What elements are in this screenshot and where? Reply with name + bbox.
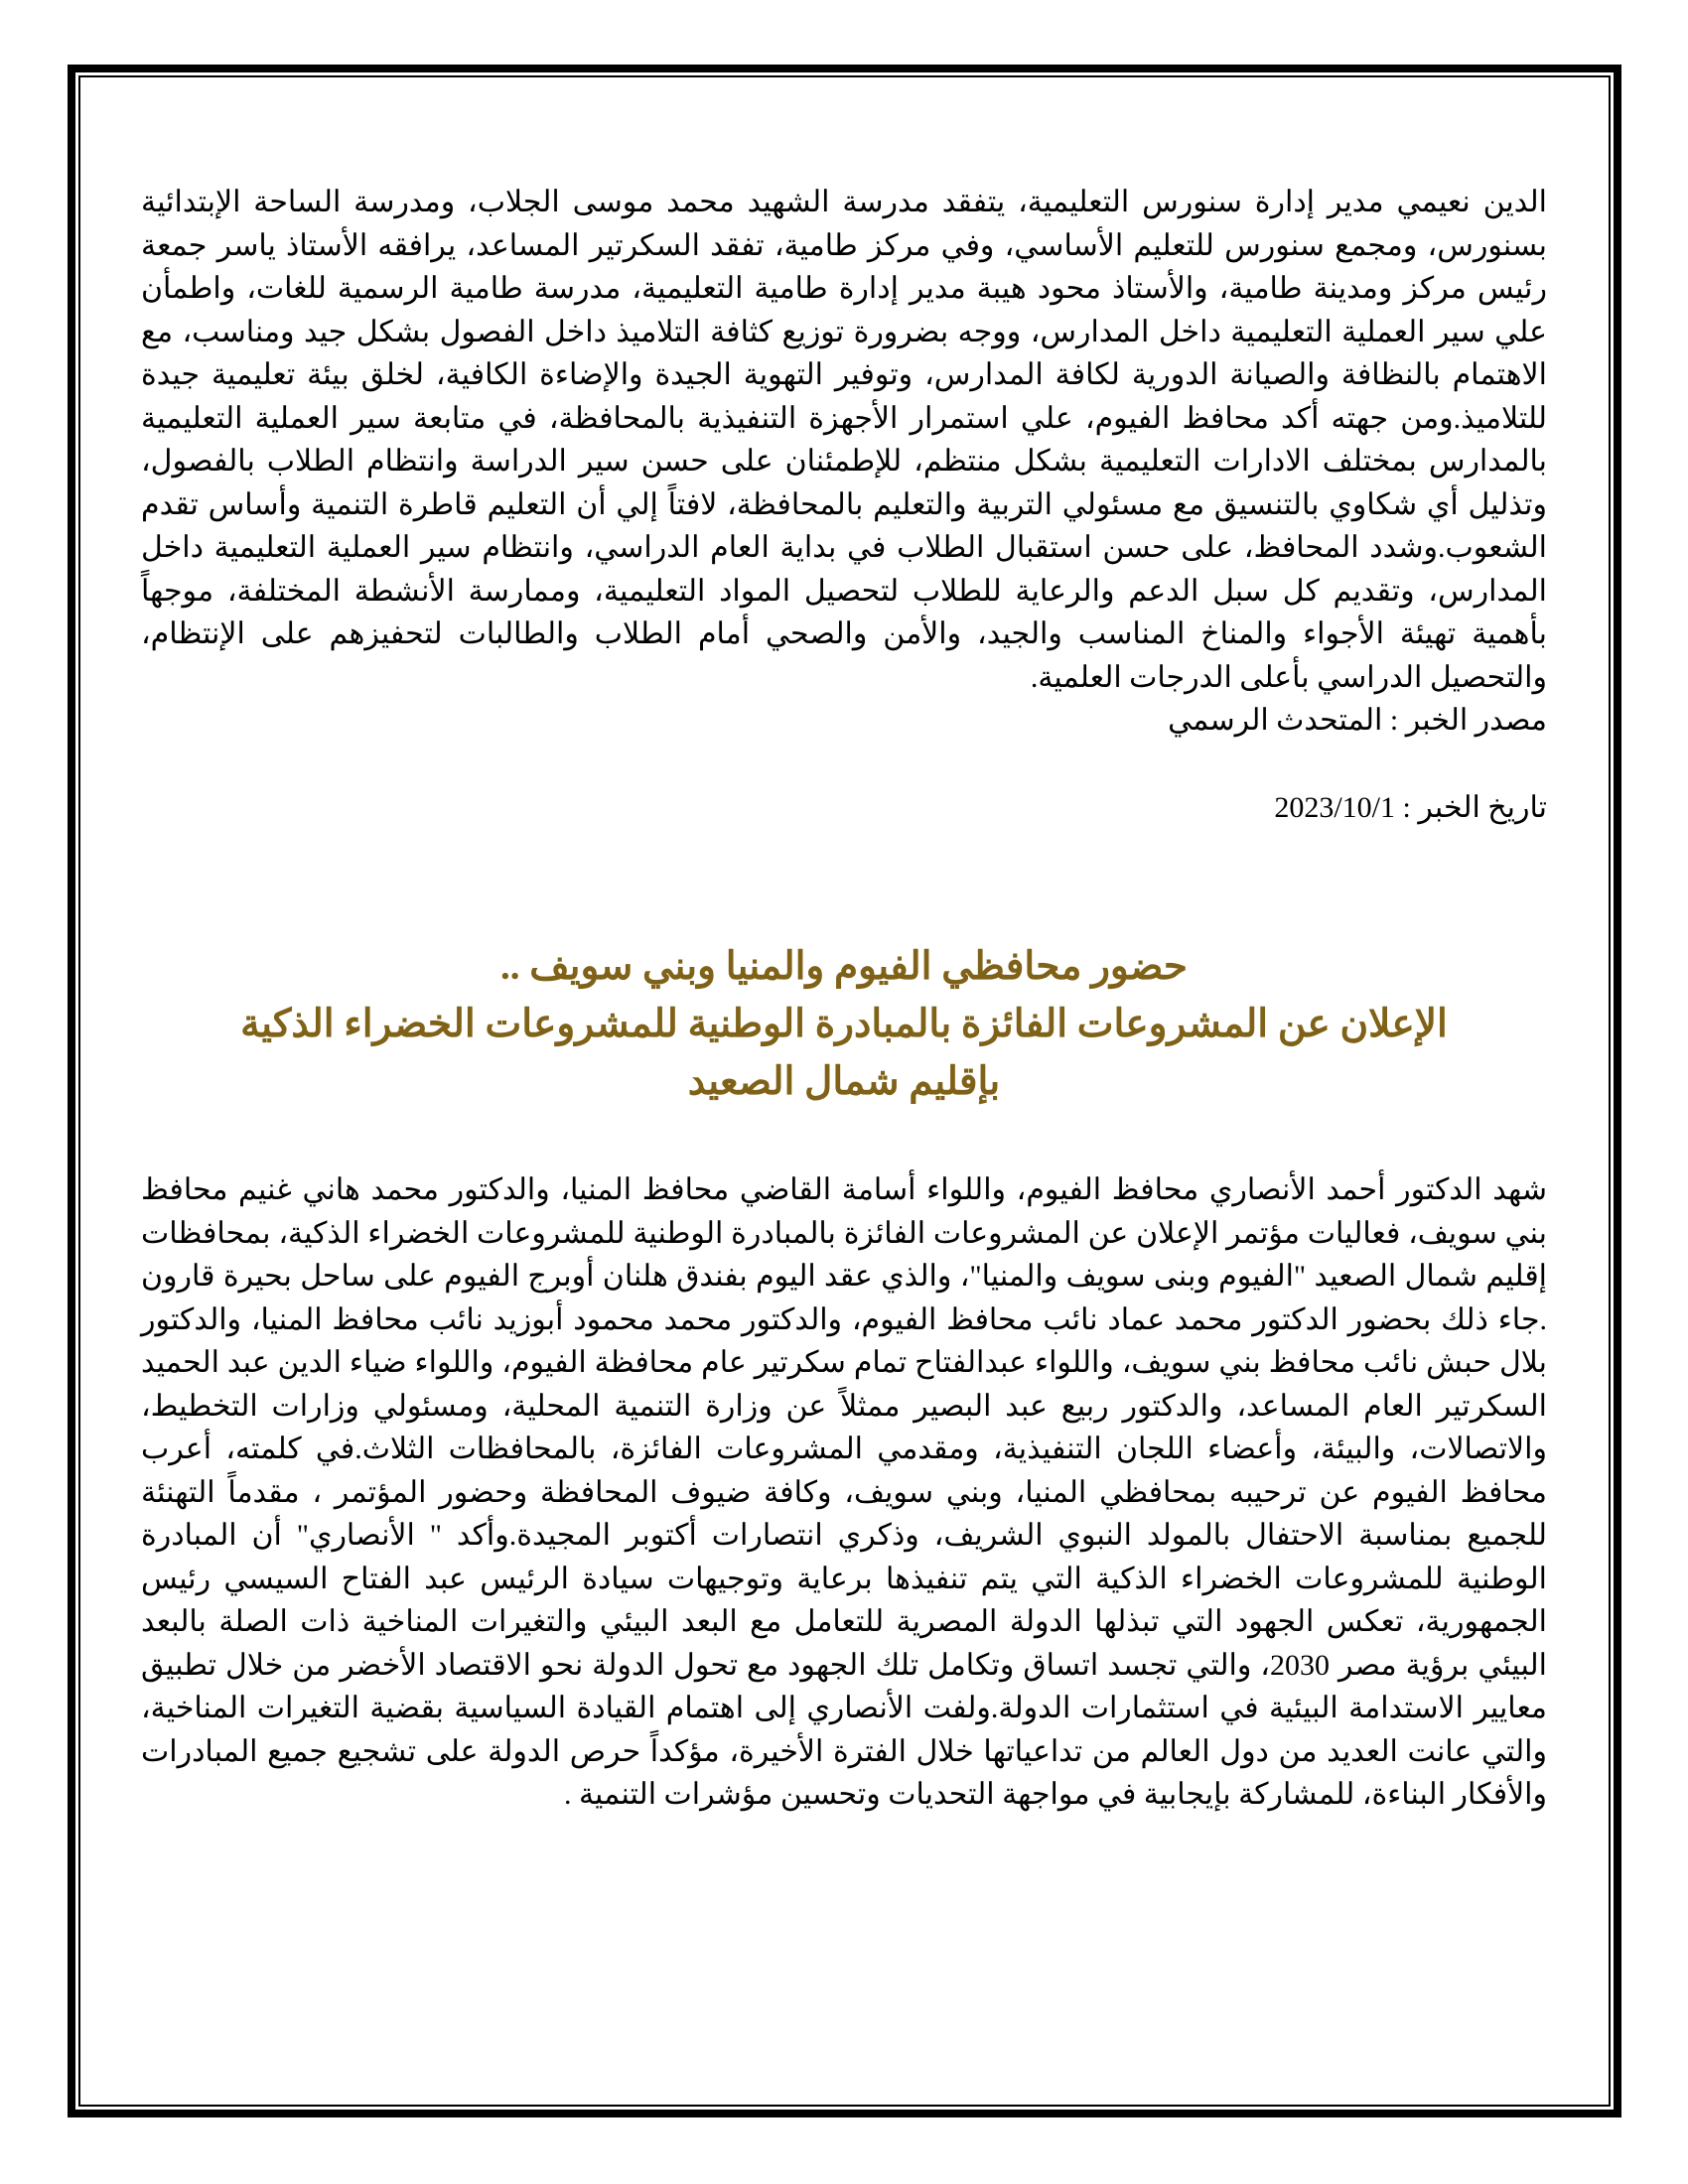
article-bottom-body: شهد الدكتور أحمد الأنصاري محافظ الفيوم، واللواء أسامة القاضي محافظ المنيا، والدكتور محمد هاني غنيم محافظ بني سويف، فعاليات مؤتمر الإعلان عن المشروعات الفائزة بالمبادرة الوطنية للمشروعات الخضراء الذكية، بمحافظات إقليم شمال الصعيد "الفيوم وبنى سويف والمنيا"، والذي عقد اليوم بفندق هلنان أوبرج الفيوم على ساحل بحيرة قارون .جاء ذلك بحضور الدكتور محمد عماد نائب محافظ الفيوم، والدكتور محمد محمود أبوزيد نائب محافظ المنيا، والدكتور بلال حبش نائب محافظ بني سويف، واللواء عبدالفتاح تمام سكرتير عام محافظة الفيوم، واللواء ضياء الدين عبد الحميد السكرتير العام المساعد، والدكتور ربيع عبد البصير ممثلاً عن وزارة التنمية المحلية، ومسئولي وزارات التخطيط، والاتصالات، والبيئة، وأعضاء اللجان التنفيذية، ومقدمي المشروعات الفائزة، بالمحافظات الثلاث.في كلمته، أعرب محافظ الفيوم عن ترحيبه بمحافظي المنيا، وبني سويف، وكافة ضيوف المحافظة وحضور المؤتمر ، مقدماً التهنئة للجميع بمناسبة الاحتفال بالمولد النبوي الشريف، وذكري انتصارات أكتوبر المجيدة.وأكد " الأنصاري" أن المبادرة الوطنية للمشروعات الخضراء الذكية التي يتم تنفيذها برعاية وتوجيهات سيادة الرئيس عبد الفتاح السيسي رئيس الجمهورية، تعكس الجهود التي تبذلها الدولة المصرية للتعامل مع البعد البيئي والتغيرات المناخية ذات الصلة بالبعد البيئي برؤية مصر 2030، والتي تجسد اتساق وتكامل تلك الجهود مع تحول الدولة نحو الاقتصاد الأخضر من خلال تطبيق معايير الاستدامة البيئية في استثمارات الدولة.ولفت الأنصاري إلى اهتمام القيادة السياسية بقضية التغيرات المناخية، والتي عانت العديد من دول العالم من تداعياتها خلال الفترة الأخيرة، مؤكداً حرص الدولة على تشجيع جميع المبادرات والأفكار البناءة، للمشاركة بإيجابية في مواجهة التحديات وتحسين مؤشرات التنمية . xyxy=(141,1173,1548,1811)
headline-line-2: الإعلان عن المشروعات الفائزة بالمبادرة الوطنية للمشروعات الخضراء الذكية xyxy=(240,1003,1448,1045)
news-date-line: تاريخ الخبر : 2023/10/1 xyxy=(1274,790,1547,824)
news-source-line: مصدر الخبر : المتحدث الرسمي xyxy=(1168,704,1547,737)
headline-line-1: حضور محافظي الفيوم والمنيا وبني سويف .. xyxy=(499,945,1189,988)
document-page xyxy=(75,77,1613,2105)
headline-line-3: بإقليم شمال الصعيد xyxy=(687,1060,1001,1103)
article-top-body: الدين نعيمي مدير إدارة سنورس التعليمية، يتفقد مدرسة الشهيد محمد موسى الجلاب، ومدرسة الساحة الإبتدائية بسنورس، ومجمع سنورس للتعليم الأساسي، وفي مركز طامية، تفقد السكرتير المساعد، يرافقه الأستاذ ياسر جمعة رئيس مركز ومدينة طامية، والأستاذ محود هيبة مدير إدارة طامية التعليمية، مدرسة طامية الرسمية للغات، واطمأن علي سير العملية التعليمية داخل المدارس، ووجه بضرورة توزيع كثافة التلاميذ داخل الفصول بشكل جيد ومناسب، مع الاهتمام بالنظافة والصيانة الدورية لكافة المدارس، وتوفير التهوية الجيدة والإضاءة الكافية، لخلق بيئة تعليمية جيدة للتلاميذ.ومن جهته أكد محافظ الفيوم، علي استمرار الأجهزة التنفيذية بالمحافظة، في متابعة سير العملية التعليمية بالمدارس بمختلف الادارات التعليمية بشكل منتظم، للإطمئنان على حسن سير الدراسة وانتظام الطلاب بالفصول، وتذليل أي شكاوي بالتنسيق مع مسئولي التربية والتعليم بالمحافظة، لافتاً إلي أن التعليم قاطرة التنمية وأساس تقدم الشعوب.وشدد المحافظ، على حسن استقبال الطلاب في بداية العام الدراسي، وانتظام سير العملية التعليمية داخل المدارس، وتقديم كل سبل الدعم والرعاية للطلاب لتحصيل المواد التعليمية، وممارسة الأنشطة المختلفة، موجهاً بأهمية تهيئة الأجواء والمناخ المناسب والجيد، والأمن والصحي أمام الطلاب والطالبات لتحفيزهم على الإنتظام، والتحصيل الدراسي بأعلى الدرجات العلمية. xyxy=(141,186,1547,694)
article-headline xyxy=(141,938,1547,1111)
